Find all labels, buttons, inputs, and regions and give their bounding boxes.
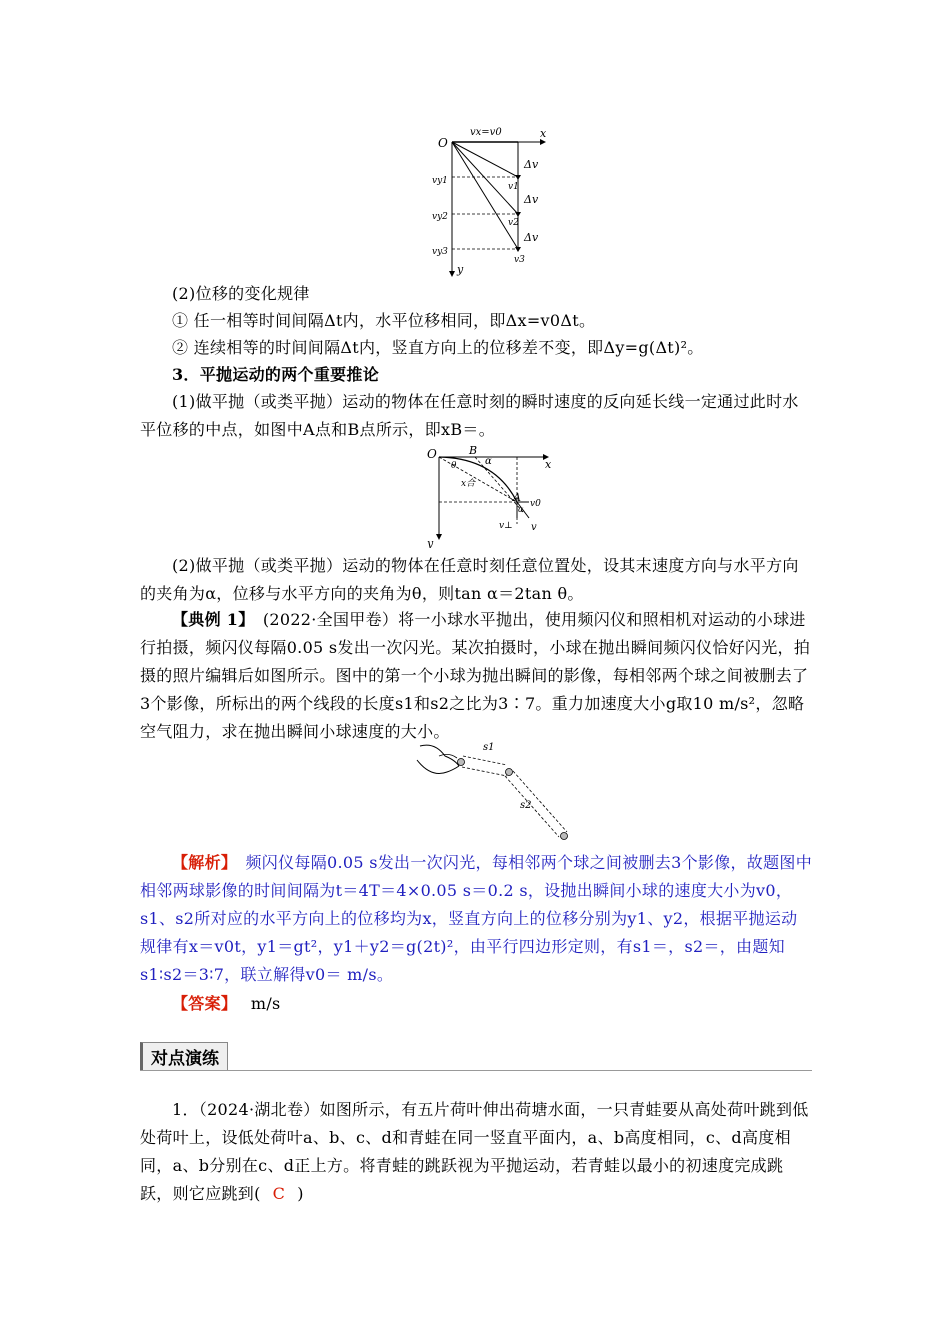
fig1-vy2-label: vy2 — [432, 212, 448, 222]
section-heading — [140, 1042, 812, 1072]
fig1-v1-label: v1 — [508, 182, 519, 192]
sec3-p1: (1)做平抛（或类平抛）运动的物体在任意时刻的瞬时速度的反向延长线一定通过此时水平位移的中点，如图中A点和B点所示，即xB＝。 — [140, 392, 799, 439]
fig1-dv-label-3: Δv — [524, 231, 539, 244]
ball-3 — [561, 833, 568, 840]
example-label: 【典例 1】 — [172, 610, 247, 629]
sec2-item2: ② 连续相等的时间间隔Δt内，竖直方向上的位移差不变，即Δy=g(Δt)²。 — [172, 338, 704, 357]
analysis-text: 频闪仪每隔0.05 s发出一次闪光，每相邻两个球之间被删去3个影像，故题图中相邻两球影像的时间间隔为t＝4T＝4×0.05 s＝0.2 s，设抛出瞬间小球的速度大小为v0，s1、s2所对应的水平方向上的位移均为x，竖直方向上的位移分别为y1、y2，根据平抛运动规律有x＝v0t，y1＝gt²，y1＋y2＝g(2t)²，由平行四边形定则，有s1＝，s2＝，由题知s1∶s2＝3∶7，联立解得v0＝ m/s。 — [140, 853, 813, 984]
fig2-xhe-label: x合 — [461, 479, 476, 489]
question-1-text: 1．（2024·湖北卷）如图所示，有五片荷叶伸出荷塘水面，一只青蛙要从高处荷叶跳到低处荷叶上，设低处荷叶a、b、c、d和青蛙在同一竖直平面内，a、b高度相同，c、d高度相同，a、b分别在c、d正上方。将青蛙的跳跃视为平抛运动，若青蛙以最小的初速度完成跳跃，则它应跳到( — [140, 1100, 809, 1203]
answer-text: m/s — [229, 994, 281, 1013]
fig2-alpha-label-2: α — [518, 505, 524, 514]
fig2-x-label: x — [545, 458, 552, 471]
fig2-v-label: v — [531, 522, 537, 533]
fig1-o-label: O — [438, 136, 448, 150]
fig2-v0-label: v0 — [530, 499, 541, 509]
analysis-label: 【解析】 — [172, 853, 230, 872]
fig3-s1-label: s1 — [483, 742, 495, 753]
fig1-v2-label: v2 — [508, 218, 519, 228]
fig2-y-label: y — [427, 537, 434, 548]
fig1-y-label: y — [457, 263, 464, 276]
question-1-close: ) — [297, 1184, 304, 1203]
answer-label: 【答案】 — [172, 994, 230, 1013]
velocity-diagram — [430, 125, 560, 280]
strobe-photo-figure — [415, 738, 575, 848]
fig2-vperp-label: v⊥ — [499, 521, 513, 531]
ball-1 — [458, 759, 465, 766]
fig2-alpha-label-1: α — [485, 456, 492, 467]
ball-2 — [506, 769, 513, 776]
example-paragraph — [140, 606, 812, 746]
fig2-b-label: B — [469, 444, 478, 457]
example-text: (2022·全国甲卷）将一小球水平抛出，使用频闪仪和照相机对运动的小球进行拍摄，频闪仪每隔0.05 s发出一次闪光。某次拍摄时，小球在抛出瞬间频闪仪恰好闪光，拍摄的照片编辑后如图所示。图中的第一个小球为抛出瞬间的影像，每相邻两个球之间被删去了3个影像，所标出的两个线段的长度s1和s2之比为3∶7。重力加速度大小g取10 m/s²，忽略空气阻力，求在抛出瞬间小球速度的大小。 — [140, 610, 811, 741]
section-divider — [140, 1070, 812, 1071]
fig1-v3-label: v3 — [514, 255, 525, 265]
inference-diagram — [425, 444, 560, 548]
fig1-dv-label-2: Δv — [524, 193, 539, 206]
fig1-vy1-label: vy1 — [432, 176, 448, 186]
section-heading-title: 对点演练 — [140, 1042, 228, 1071]
sec3-title: 3．平抛运动的两个重要推论 — [172, 365, 380, 384]
sec2-item1: ① 任一相等时间间隔Δt内，水平位移相同，即Δx=v0Δt。 — [172, 311, 596, 330]
fig1-x-label: x — [540, 127, 547, 140]
sec2-title: (2)位移的变化规律 — [172, 284, 310, 303]
fig1-vy3-label: vy3 — [432, 247, 448, 257]
sec3-p2: (2)做平抛（或类平抛）运动的物体在任意时刻任意位置处，设其末速度方向与水平方向的夹角为α，位移与水平方向的夹角为θ，则tan α＝2tan θ。 — [140, 556, 799, 603]
question-1-answer: C — [272, 1184, 286, 1203]
answer-paragraph — [140, 990, 812, 1018]
question-1 — [140, 1096, 812, 1208]
analysis-paragraph — [140, 849, 812, 989]
fig2-theta-label: θ — [451, 461, 457, 471]
fig3-s2-label: s2 — [520, 800, 532, 811]
fig2-o-label: O — [427, 447, 437, 461]
fig1-dv-label-1: Δv — [524, 158, 539, 171]
fig1-top-label: vx=v0 — [470, 127, 502, 138]
fig2-a-label: A — [513, 491, 521, 504]
